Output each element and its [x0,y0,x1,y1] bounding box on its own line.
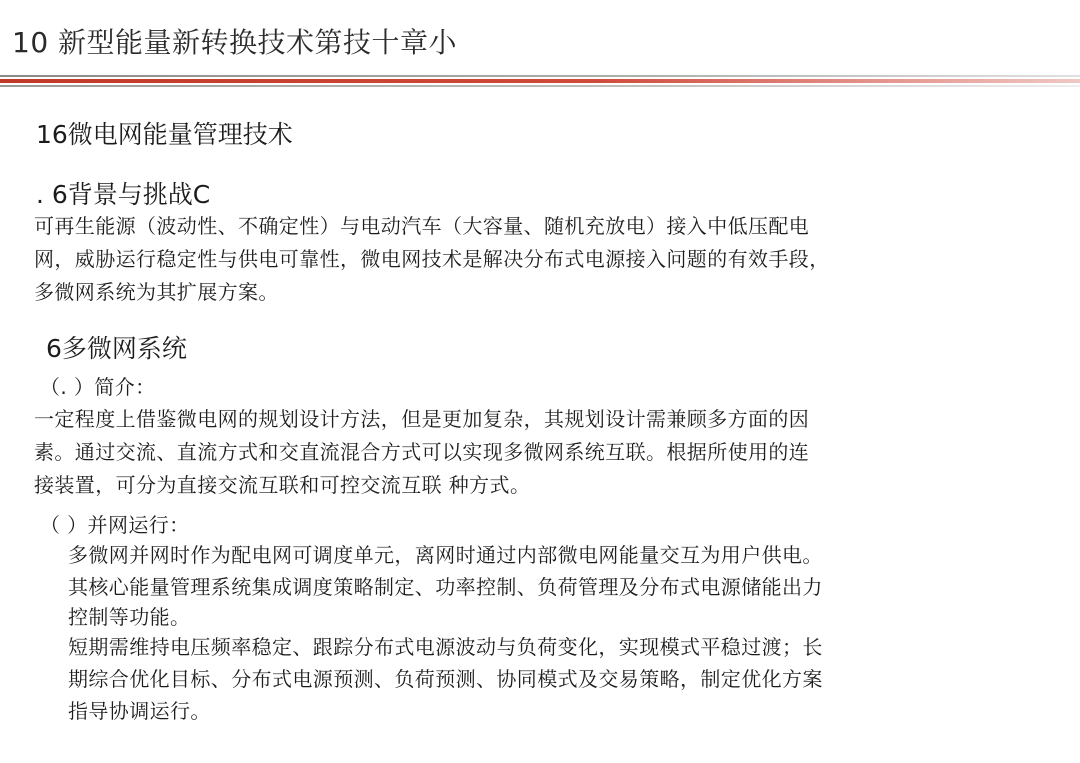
background-line: 网，威胁运行稳定性与供电可靠性，微电网技术是解决分布式电源接入问题的有效手段， [34,247,830,271]
header-rule-gray-bottom [0,85,1080,87]
subsection-background-heading: . 6背景与挑战C [36,180,211,209]
grid-operation-line: 多微网并网时作为配电网可调度单元，离网时通过内部微电网能量交互为用户供电。 [68,543,823,567]
grid-operation-line: 其核心能量管理系统集成调度策略制定、功率控制、负荷管理及分布式电源储能出力 [68,575,823,599]
intro-line: 素。通过交流、直流方式和交直流混合方式可以实现多微网系统互联。根据所使用的连 [34,440,810,464]
grid-operation-line: 指导协调运行。 [68,699,211,723]
grid-operation-line: 控制等功能。 [68,605,191,629]
intro-line: 接装置，可分为直接交流互联和可控交流互联 种方式。 [34,473,531,497]
section-title: 16微电网能量管理技术 [36,120,293,149]
header-rule-red [0,79,1080,83]
background-line: 多微网系统为其扩展方案。 [34,280,279,304]
grid-operation-line: 期综合优化目标、分布式电源预测、负荷预测、协同模式及交易策略，制定优化方案 [68,667,823,691]
background-line: 可再生能源（波动性、不确定性）与电动汽车（大容量、随机充放电）接入中低压配电 [34,214,810,238]
intro-line: 一定程度上借鉴微电网的规划设计方法，但是更加复杂，其规划设计需兼顾多方面的因 [34,407,810,431]
grid-operation-line: 短期需维持电压频率稳定、跟踪分布式电源波动与负荷变化，实现模式平稳过渡；长 [68,635,823,659]
grid-operation-label: （ ）并网运行： [40,513,190,537]
header-rule-gray-top [0,75,1080,77]
subsection-multi-microgrid-heading: 6多微网系统 [46,334,187,363]
intro-label: （. ）简介： [40,375,156,399]
slide-title: 10 新型能量新转换技术第技十章小 [12,26,458,59]
